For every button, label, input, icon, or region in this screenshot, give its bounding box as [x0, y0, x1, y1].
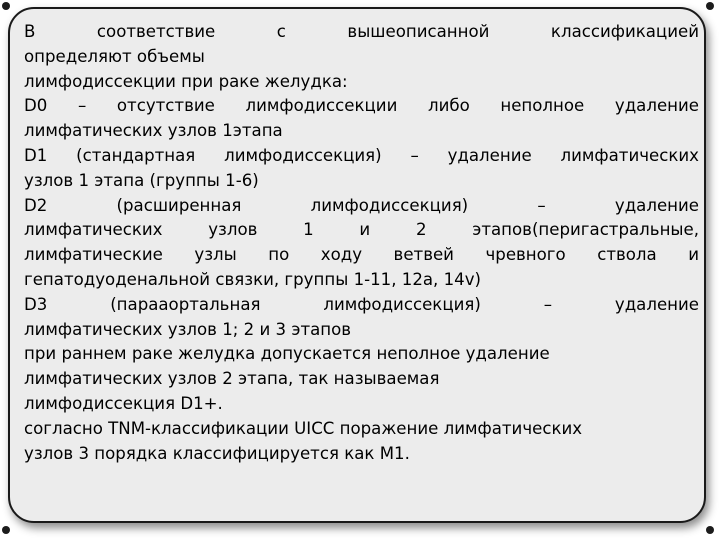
text-line: D2 (расширенная лимфодиссекция) – удаление [24, 195, 699, 215]
slide-text [24, 20, 699, 466]
text-line: лимфатические узлы по ходу ветвей чревного ствола и [24, 245, 699, 265]
corner-dot-bottom-left [2, 526, 10, 534]
text-line: узлов 3 порядка классифицируется как М1. [24, 443, 410, 463]
text-line: D0 – отсутствие лимфодиссекции либо неполное удаление [24, 96, 699, 116]
text-line: согласно TNM-классификации UICC поражение лимфатических [24, 418, 583, 438]
text-line: определяют объемы [24, 46, 205, 66]
text-line: при раннем раке желудка допускается неполное удаление [24, 344, 550, 364]
text-line: узлов 1 этапа (группы 1-6) [24, 170, 259, 190]
corner-dot-top-right [706, 2, 714, 10]
text-line: В соответствие с вышеописанной классификацией [24, 22, 699, 41]
text-line: D1 (стандартная лимфодиссекция) – удаление лимфатических [24, 145, 699, 165]
corner-dot-top-left [2, 2, 10, 10]
text-line: лимфатических узлов 1; 2 и 3 этапов [24, 319, 352, 339]
text-line: лимфатических узлов 1 и 2 этапов(перигастральные, [24, 220, 699, 240]
text-line: лимфодиссекции при раке желудка: [24, 71, 348, 91]
text-line: гепатодуоденальной связки, группы 1-11, 12a, 14v) [24, 269, 482, 289]
text-line: лимфатических узлов 1этапа [24, 121, 283, 141]
corner-dot-bottom-right [706, 526, 714, 534]
text-line: лимфодиссекция D1+. [24, 393, 223, 413]
text-line: D3 (парааортальная лимфодиссекция) – удаление [24, 294, 699, 314]
text-line: лимфатических узлов 2 этапа, так называемая [24, 369, 440, 389]
